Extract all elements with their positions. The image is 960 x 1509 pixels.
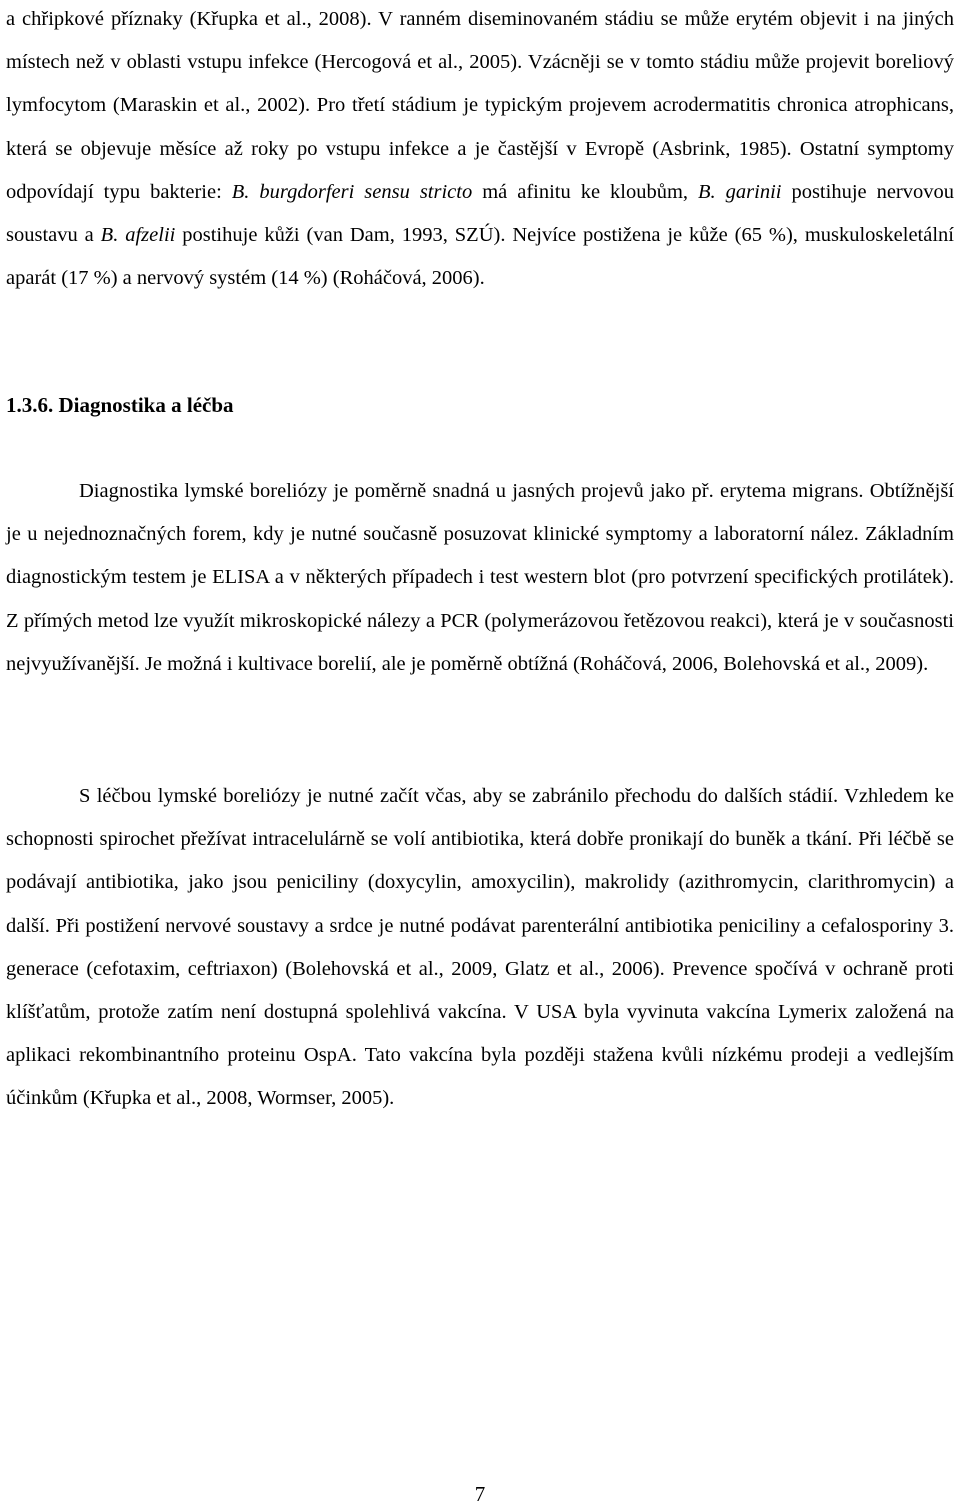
text-run: postihuje kůži (van Dam, 1993, SZÚ). Nejvíce postižena je kůže (65 %), muskuloskeletální aparát (17 %) a nervový systém (14 %) (Roháčová, 2006). (6, 224, 954, 290)
paragraph-diagnostics: Diagnostika lymské boreliózy je poměrně snadná u jasných projevů jako př. erytema migrans. Obtížnější je u nejednoznačných forem, kdy je nutné současně posuzovat klinické symptomy a laboratorní nález. Základním diagnostickým testem je ELISA a v některých případech i test western blot (pro potvrzení specifických protilátek). Z přímých metod lze využít mikroskopické nálezy a PCR (polymerázovou řetězovou reakci), která je v současnosti nejvyužívanější. Je možná i kultivace borelií, ale je poměrně obtížná (Roháčová, 2006, Bolehovská et al., 2009). (6, 480, 954, 675)
paragraph-symptoms (6, 0, 954, 300)
paragraph-treatment: S léčbou lymské boreliózy je nutné začít včas, aby se zabránilo přechodu do dalších stádií. Vzhledem ke schopnosti spirochet přežívat intracelulárně se volí antibiotika, která dobře pronikají do buněk a tkání. Při léčbě se podávají antibiotika, jako jsou peniciliny (doxycylin, amoxycilin), makrolidy (azithromycin, clarithromycin) a další. Při postižení nervové soustavy a srdce je nutné podávat parenterální antibiotika peniciliny a cefalosporiny 3. generace (cefotaxim, ceftriaxon) (Bolehovská et al., 2009, Glatz et al., 2006). Prevence spočívá v ochraně proti klíšťatům, protože zatím není dostupná spolehlivá vakcína. V USA byla vyvinuta vakcína Lymerix založená na aplikaci rekombinantního proteinu OspA. Tato vakcína byla později stažena kvůli nízkému prodeji a vedlejším účinkům (Křupka et al., 2008, Wormser, 2005). (6, 785, 954, 1110)
text-run: a chřipkové příznaky (Křupka et al., 2008). V ranném diseminovaném stádiu se může erytém objevit i na jiných místech než v oblasti vstupu infekce (Hercogová et al., 2005). Vzácněji se v tomto stádiu může projevit boreliový lymfocytom (Maraskin et al., 2002). Pro třetí stádium je typickým projevem acrodermatitis chronica atrophicans, která se objevuje měsíce až roky po vstupu infekce a je častější v Evropě (Asbrink, 1985). Ostatní symptomy odpovídají typu bakterie: (6, 8, 954, 203)
text-run: má afinitu ke kloubům, (472, 180, 699, 203)
species-name: B. garinii (698, 180, 782, 203)
species-name: B. afzelii (100, 224, 176, 247)
species-name: B. burgdorferi sensu stricto (231, 180, 473, 203)
section-heading: 1.3.6. Diagnostika a léčba (6, 393, 234, 417)
text-run: postihuje nervovou soustavu a (6, 180, 955, 247)
page-number: 7 (474, 1482, 486, 1506)
